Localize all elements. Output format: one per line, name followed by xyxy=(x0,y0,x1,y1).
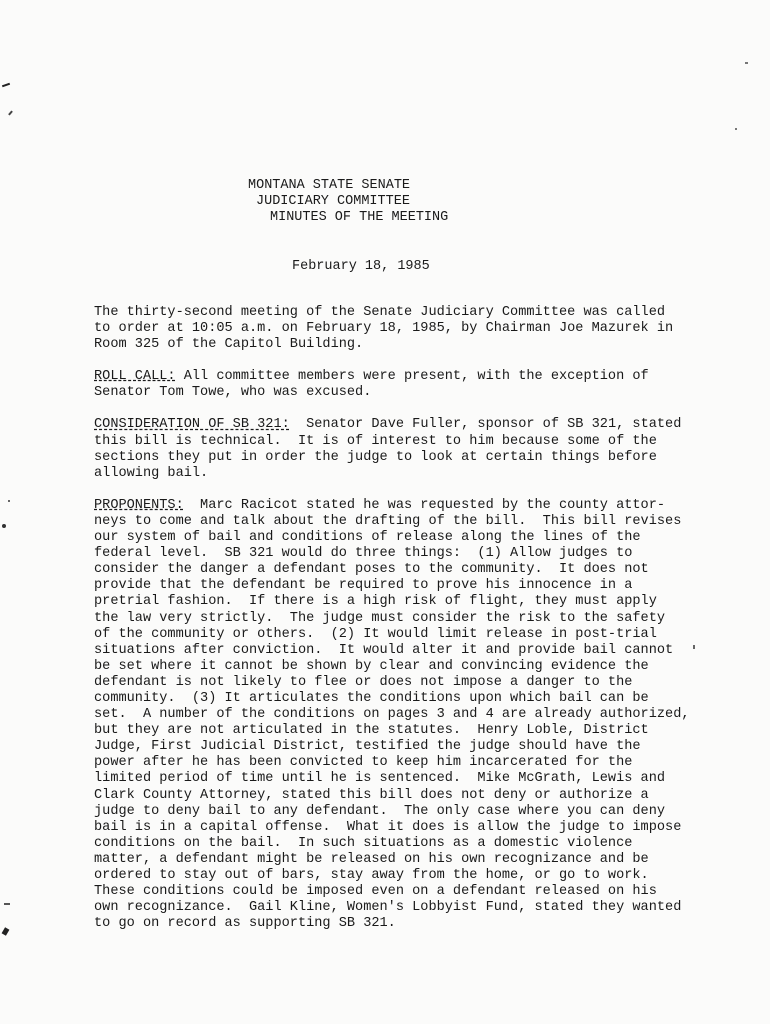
line-text: limited period of time until he is sentenced. Mike McGrath, Lewis and xyxy=(94,771,666,787)
line-text: provide that the defendant be required to prove his innocence in a xyxy=(94,578,633,594)
line-text: ordered to stay out of bars, stay away from the home, or go to work. xyxy=(94,868,649,883)
line-text: to go on record as supporting SB 321. xyxy=(94,916,396,932)
text-line xyxy=(94,643,714,659)
scan-mark xyxy=(2,927,10,936)
section-label: CONSIDERATION OF SB 321: xyxy=(94,417,290,433)
line-text: These conditions could be imposed even on a defendant released on his xyxy=(94,884,657,900)
text-line xyxy=(94,852,714,868)
text-line xyxy=(94,739,714,755)
text-line xyxy=(94,868,714,884)
text-line xyxy=(94,434,714,450)
line-text: Marc Racicot stated he was requested by the county attor- xyxy=(183,497,666,513)
text-line xyxy=(94,755,714,771)
text-line xyxy=(94,450,714,466)
document-header xyxy=(240,178,500,226)
text-line xyxy=(94,578,714,594)
line-text: to order at 10:05 a.m. on February 18, 1985, by Chairman Joe Mazurek in xyxy=(94,321,674,337)
text-line xyxy=(94,691,714,707)
line-text: Senator Tom Towe, who was excused. xyxy=(94,385,372,401)
text-line xyxy=(94,562,714,578)
line-text: Room 325 of the Capitol Building. xyxy=(94,337,364,353)
paragraph xyxy=(94,305,714,353)
text-line xyxy=(94,466,714,482)
paragraph xyxy=(94,417,714,481)
scan-mark xyxy=(745,62,748,64)
text-line xyxy=(94,659,714,675)
text-line xyxy=(94,900,714,916)
line-text: pretrial fashion. If there is a high risk of flight, they must apply xyxy=(94,594,657,610)
text-line xyxy=(94,627,714,643)
text-line xyxy=(94,820,714,836)
line-text: All committee members were present, with the exception of xyxy=(175,369,649,385)
text-line xyxy=(94,594,714,610)
line-text: be set where it cannot be shown by clear and convincing evidence the xyxy=(94,658,649,674)
text-line xyxy=(94,771,714,787)
line-text: situations after conviction. It would alter it and provide bail cannot xyxy=(94,642,674,658)
text-line xyxy=(94,707,714,723)
text-line xyxy=(94,788,714,804)
text-line xyxy=(94,804,714,820)
text-line xyxy=(94,884,714,900)
line-text: community. (3) It articulates the conditions upon which bail can be xyxy=(94,690,649,706)
scan-mark xyxy=(4,903,10,905)
line-text: bail is in a capital offense. What it does is allow the judge to impose xyxy=(94,819,682,835)
scan-mark xyxy=(735,128,737,130)
line-text: neys to come and talk about the drafting of the bill. This bill revises xyxy=(94,513,682,529)
text-line xyxy=(94,498,714,514)
scan-mark xyxy=(8,500,10,502)
line-text: The thirty-second meeting of the Senate Judiciary Committee was called xyxy=(94,305,666,320)
header-committee: JUDICIARY COMMITTEE xyxy=(256,194,410,209)
line-text: Senator Dave Fuller, sponsor of SB 321, stated xyxy=(289,417,682,433)
line-text: own recognizance. Gail Kline, Women's Lobbyist Fund, stated they wanted xyxy=(94,900,682,916)
paragraph xyxy=(94,498,714,933)
text-line xyxy=(94,417,714,433)
text-line xyxy=(94,916,714,932)
line-text: judge to deny bail to any defendant. The only case where you can deny xyxy=(94,803,666,819)
line-text: power after he has been convicted to keep him incarcerated for the xyxy=(94,755,633,771)
line-text: Clark County Attorney, stated this bill does not deny or authorize a xyxy=(94,787,649,803)
paragraph xyxy=(94,369,714,401)
line-text: conditions on the bail. In such situations as a domestic violence xyxy=(94,835,633,851)
line-text: but they are not articulated in the statutes. Henry Loble, District xyxy=(94,723,649,739)
text-line xyxy=(94,546,714,562)
scan-mark xyxy=(8,110,13,115)
line-text: federal level. SB 321 would do three things: (1) Allow judges to xyxy=(94,546,633,562)
line-text: allowing bail. xyxy=(94,465,209,481)
line-text: defendant is not likely to flee or does not impose a danger to the xyxy=(94,674,633,690)
text-line xyxy=(94,836,714,852)
line-text: consider the danger a defendant poses to the community. It does not xyxy=(94,562,649,578)
text-line xyxy=(94,675,714,691)
header-minutes: MINUTES OF THE MEETING xyxy=(270,210,449,225)
scan-mark xyxy=(2,524,6,528)
line-text: set. A number of the conditions on pages 3 and 4 are already authorized, xyxy=(94,707,690,723)
text-line xyxy=(94,321,714,337)
line-text: the law very strictly. The judge must consider the risk to the safety xyxy=(94,610,666,626)
meeting-date: February 18, 1985 xyxy=(292,259,430,274)
text-line xyxy=(94,723,714,739)
text-line xyxy=(94,369,714,385)
scan-mark xyxy=(2,83,10,88)
text-line xyxy=(94,337,714,353)
document-body xyxy=(94,305,714,948)
line-text: Judge, First Judicial District, testified the judge should have the xyxy=(94,739,641,755)
text-line xyxy=(94,385,714,401)
text-line xyxy=(94,514,714,530)
text-line xyxy=(94,305,714,321)
text-line xyxy=(94,611,714,627)
text-line xyxy=(94,530,714,546)
line-text: sections they put in order the judge to look at certain things before xyxy=(94,449,657,465)
section-label: ROLL CALL: xyxy=(94,369,176,385)
header-senate: MONTANA STATE SENATE xyxy=(248,178,411,193)
line-text: our system of bail and conditions of release along the lines of the xyxy=(94,530,641,546)
section-label: PROPONENTS: xyxy=(94,497,184,513)
line-text: of the community or others. (2) It would limit release in post-trial xyxy=(94,626,657,642)
line-text: this bill is technical. It is of interest to him because some of the xyxy=(94,433,657,449)
line-text: matter, a defendant might be released on his own recognizance and be xyxy=(94,851,649,867)
